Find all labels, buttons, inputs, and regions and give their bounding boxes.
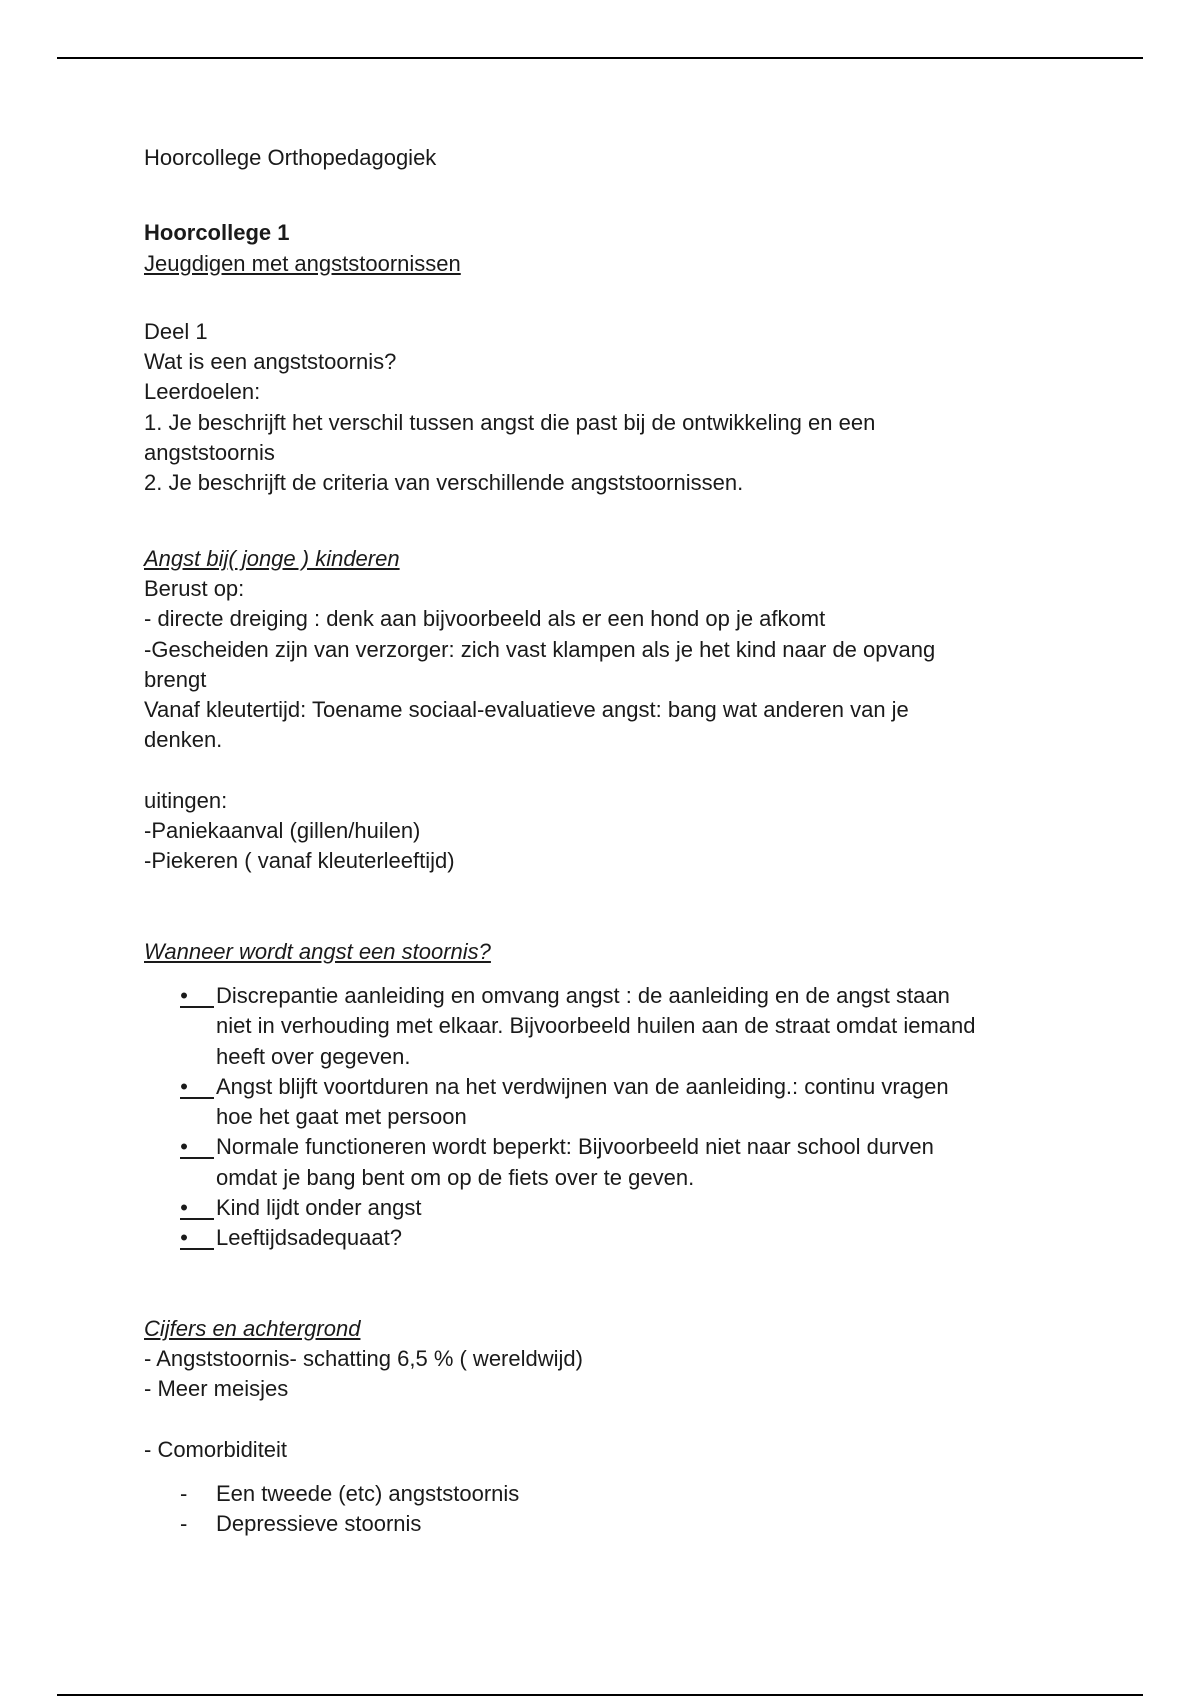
fear-line: Vanaf kleutertijd: Toename sociaal-evaluatieve angst: bang wat anderen van je xyxy=(144,697,909,723)
lecture-subtitle: Jeugdigen met angststoornissen xyxy=(144,250,461,276)
disorder-criteria-list xyxy=(144,981,1064,1254)
list-item-text: Leeftijdsadequaat? xyxy=(216,1225,402,1251)
figures-line: - Angststoornis- schatting 6,5 % ( wereldwijd) xyxy=(144,1345,583,1371)
fear-line: - directe dreiging : denk aan bijvoorbeeld als er een hond op je afkomt xyxy=(144,606,826,632)
fear-line: denken. xyxy=(144,727,223,753)
section-heading-fear: Angst bij( jonge ) kinderen xyxy=(144,545,400,571)
comorbidity-label: - Comorbiditeit xyxy=(144,1436,288,1462)
footer-rule xyxy=(57,1694,1143,1696)
list-item-text: Angst blijft voortduren na het verdwijnen van de aanleiding.: continu vragen xyxy=(216,1073,949,1099)
section-heading-figures: Cijfers en achtergrond xyxy=(144,1315,361,1341)
list-item-text: Kind lijdt onder angst xyxy=(216,1195,422,1221)
learning-goal-1-line-1: 1. Je beschrijft het verschil tussen angst die past bij de ontwikkeling en een xyxy=(144,409,876,435)
list-item xyxy=(144,1132,1064,1193)
list-item-text: heeft over gegeven. xyxy=(216,1043,411,1069)
dash-marker: - xyxy=(180,1480,188,1506)
document-page xyxy=(144,143,1064,1539)
expression-item: -Piekeren ( vanaf kleuterleeftijd) xyxy=(144,848,455,874)
header-rule xyxy=(57,57,1143,59)
dash-marker: - xyxy=(180,1511,188,1537)
section-heading-disorder: Wanneer wordt angst een stoornis? xyxy=(144,938,491,964)
fear-line: brengt xyxy=(144,666,207,692)
expressions-label: uitingen: xyxy=(144,787,228,813)
bullet-icon: • xyxy=(180,1223,214,1250)
part-question: Wat is een angststoornis? xyxy=(144,349,397,375)
bullet-icon: • xyxy=(180,981,214,1008)
list-item-text: Normale functioneren wordt beperkt: Bijvoorbeeld niet naar school durven xyxy=(216,1134,934,1160)
learning-goal-2: 2. Je beschrijft de criteria van verschillende angststoornissen. xyxy=(144,470,744,496)
list-item-text: Een tweede (etc) angststoornis xyxy=(216,1480,520,1506)
list-item-text: Discrepantie aanleiding en omvang angst : de aanleiding en de angst staan xyxy=(216,982,950,1008)
list-item xyxy=(144,1509,1064,1539)
list-item xyxy=(144,1072,1064,1133)
fear-line: Berust op: xyxy=(144,575,245,601)
learning-goal-1-line-2: angststoornis xyxy=(144,440,275,466)
list-item xyxy=(144,981,1064,1072)
document-title: Hoorcollege Orthopedagogiek xyxy=(144,145,437,170)
list-item xyxy=(144,1479,1064,1509)
expression-item: -Paniekaanval (gillen/huilen) xyxy=(144,818,421,844)
list-item xyxy=(144,1193,1064,1223)
lecture-heading: Hoorcollege 1 xyxy=(144,220,290,246)
list-item-text: omdat je bang bent om op de fiets over te geven. xyxy=(216,1164,695,1190)
list-item-text: hoe het gaat met persoon xyxy=(216,1104,467,1130)
part-label: Deel 1 xyxy=(144,318,208,344)
bullet-icon: • xyxy=(180,1072,214,1099)
comorbidity-list xyxy=(144,1479,1064,1540)
list-item xyxy=(144,1223,1064,1253)
list-item-text: Depressieve stoornis xyxy=(216,1511,422,1537)
bullet-icon: • xyxy=(180,1132,214,1159)
fear-line: -Gescheiden zijn van verzorger: zich vast klampen als je het kind naar de opvang xyxy=(144,636,936,662)
learning-goals-label: Leerdoelen: xyxy=(144,379,261,405)
list-item-text: niet in verhouding met elkaar. Bijvoorbeeld huilen aan de straat omdat iemand xyxy=(216,1013,976,1039)
bullet-icon: • xyxy=(180,1193,214,1220)
figures-line: - Meer meisjes xyxy=(144,1376,289,1402)
